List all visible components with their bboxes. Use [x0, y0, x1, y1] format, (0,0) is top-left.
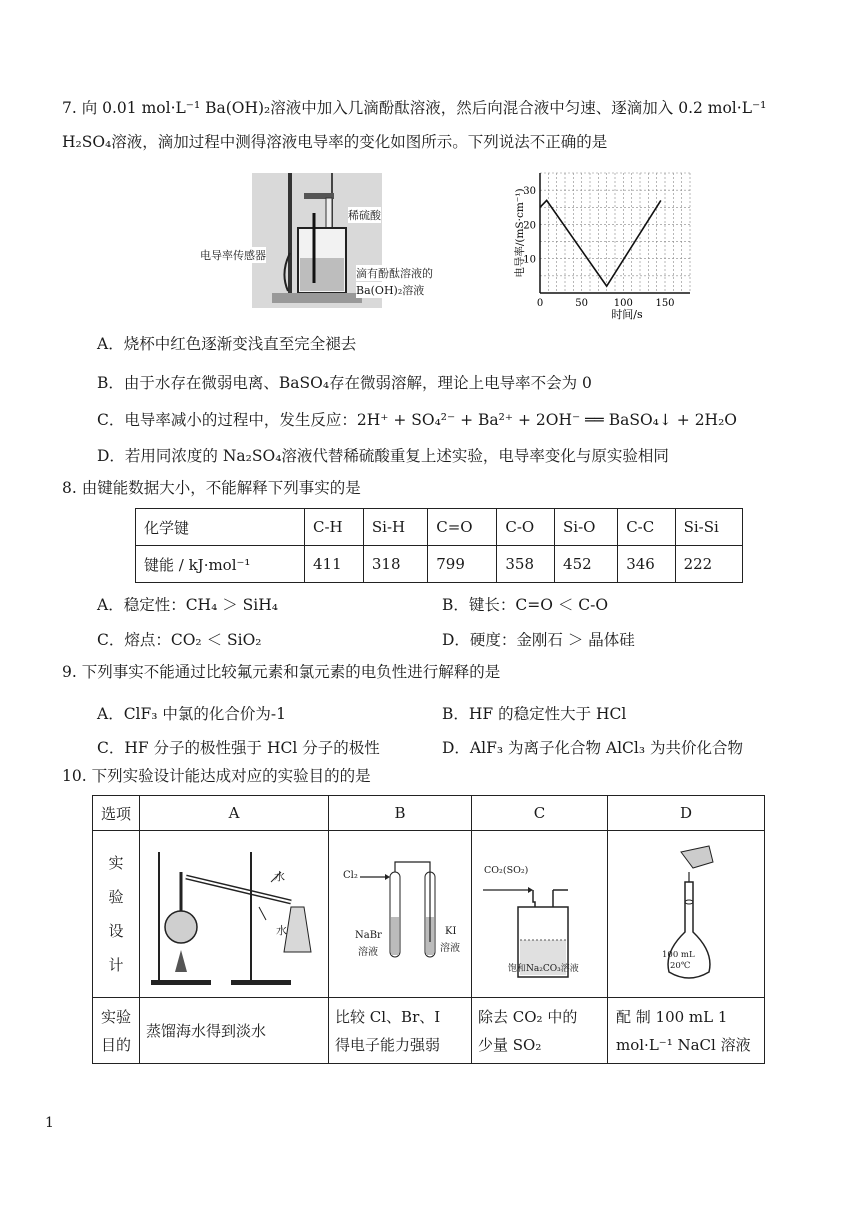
bond-header-cell: C-O	[497, 509, 555, 546]
q8-option-a: A．稳定性：CH₄ ＞ SiH₄	[97, 596, 278, 614]
bond-header-cell: C-H	[305, 509, 364, 546]
conductivity-chart	[505, 168, 705, 323]
label-solution-line2: Ba(OH)₂溶液	[356, 284, 425, 297]
q7-option-a: A．烧杯中红色逐渐变浅直至完全褪去	[97, 335, 357, 353]
col-header-b: B	[329, 796, 472, 831]
page-number: 1	[45, 1115, 54, 1131]
x-tick-label: 50	[575, 298, 589, 309]
label-solution-line1: 滴有酚酞溶液的	[356, 267, 433, 280]
design-b-halogen-tubes	[329, 831, 472, 998]
y-tick-label: 20	[523, 220, 536, 232]
x-tick-label: 100	[613, 298, 633, 309]
q9-option-c: C．HF 分子的极性强于 HCl 分子的极性	[97, 739, 380, 757]
bond-energy-value: 222	[675, 546, 742, 583]
label-d-temperature: 20℃	[670, 961, 691, 971]
bond-header-cell: Si-Si	[675, 509, 742, 546]
label-a-water-top: 水	[274, 870, 285, 883]
q8-stem: 8. 由键能数据大小，不能解释下列事实的是	[62, 479, 361, 497]
q10-stem: 10. 下列实验设计能达成对应的实验目的的是	[62, 767, 371, 785]
label-b-ki-2: 溶液	[440, 943, 460, 954]
bond-energy-value: 799	[428, 546, 497, 583]
x-tick-label: 150	[655, 298, 675, 309]
q9-option-d: D．AlF₃ 为离子化合物 AlCl₃ 为共价化合物	[442, 739, 744, 757]
bond-header-cell: C-C	[618, 509, 675, 546]
bond-energy-value: 346	[618, 546, 675, 583]
q7-option-b: B．由于水存在微弱电离、BaSO₄存在微弱溶解，理论上电导率不会为 0	[97, 374, 592, 392]
design-d-volumetric-flask	[608, 831, 765, 998]
label-b-ki-1: KI	[445, 926, 457, 937]
experiment-header-row	[93, 796, 765, 831]
bond-table-header-row	[136, 509, 743, 546]
x-tick-label: 0	[536, 298, 544, 309]
distillation-apparatus-figure	[141, 832, 327, 992]
q7-option-c: C．电导率减小的过程中，发生反应：2H⁺ + SO₄²⁻ + Ba²⁺ + 2OH⁻ ══ BaSO₄↓ + 2H₂O	[97, 411, 737, 429]
bond-energy-value: 358	[497, 546, 555, 583]
bond-energy-value: 318	[363, 546, 427, 583]
bond-header-cell: C=O	[428, 509, 497, 546]
q8-option-d: D．硬度：金刚石 ＞ 晶体硅	[442, 631, 635, 649]
chart-grid	[540, 173, 690, 293]
row-header-purpose: 实验 目的	[93, 998, 140, 1064]
col-header-option: 选项	[93, 796, 140, 831]
label-b-nabr-1: NaBr	[355, 930, 382, 941]
label-b-chlorine: Cl₂	[343, 870, 358, 881]
bond-energy-table	[135, 508, 743, 583]
experiment-table	[92, 795, 765, 1064]
q7-stem-line1: 7. 向 0.01 mol·L⁻¹ Ba(OH)₂溶液中加入几滴酚酞溶液，然后向混合液中匀速、逐滴加入 0.2 mol·L⁻¹	[62, 99, 767, 117]
purpose-b: 比较 Cl、Br、I 得电子能力强弱	[329, 998, 472, 1064]
q9-option-b: B．HF 的稳定性大于 HCl	[442, 705, 627, 723]
label-a-water-bottom: 水	[276, 924, 287, 937]
label-c-saturated-solution: 饱和Na₂CO₃溶液	[508, 964, 579, 974]
bond-table-value-row	[136, 546, 743, 583]
experiment-purpose-row	[93, 998, 765, 1064]
experiment-design-row	[93, 831, 765, 998]
label-dilute-sulfuric-acid: 稀硫酸	[348, 209, 381, 222]
bond-header-cell: 化学键	[136, 509, 305, 546]
y-axis-label: 电导率/(mS·cm⁻¹)	[514, 188, 526, 278]
col-header-c: C	[472, 796, 608, 831]
q8-option-b: B．键长：C=O ＜ C-O	[442, 596, 609, 614]
purpose-a: 蒸馏海水得到淡水	[140, 998, 329, 1064]
y-tick-label: 10	[523, 254, 536, 266]
label-conductivity-sensor: 电导率传感器	[200, 249, 266, 262]
q9-stem: 9. 下列事实不能通过比较氟元素和氯元素的电负性进行解释的是	[62, 663, 501, 681]
bond-header-cell: Si-O	[555, 509, 618, 546]
bond-energy-label: 键能 / kJ·mol⁻¹	[136, 546, 305, 583]
conductivity-series-line	[540, 200, 661, 286]
y-tick-label: 30	[523, 186, 536, 198]
bond-energy-value: 452	[555, 546, 618, 583]
q9-option-a: A．ClF₃ 中氯的化合价为-1	[97, 705, 287, 723]
x-axis-label: 时间/s	[611, 308, 643, 321]
q8-option-c: C．熔点：CO₂ ＜ SiO₂	[97, 631, 262, 649]
q7-stem-line2: H₂SO₄溶液，滴加过程中测得溶液电导率的变化如图所示。下列说法不正确的是	[62, 133, 608, 151]
row-header-design: 实 验 设 计	[93, 831, 140, 998]
col-header-d: D	[608, 796, 765, 831]
label-c-gas-mixture: CO₂(SO₂)	[484, 865, 529, 876]
purpose-c: 除去 CO₂ 中的 少量 SO₂	[472, 998, 608, 1064]
halogen-tubes-figure	[330, 832, 470, 992]
bond-energy-value: 411	[305, 546, 364, 583]
label-d-volume: 100 mL	[662, 950, 695, 960]
q7-option-d: D．若用同浓度的 Na₂SO₄溶液代替稀硫酸重复上述实验，电导率变化与原实验相同	[97, 447, 669, 465]
label-b-nabr-2: 溶液	[358, 947, 378, 958]
bond-header-cell: Si-H	[363, 509, 427, 546]
purpose-d: 配 制 100 mL 1 mol·L⁻¹ NaCl 溶液	[608, 998, 765, 1064]
design-a-distillation	[140, 831, 329, 998]
col-header-a: A	[140, 796, 329, 831]
